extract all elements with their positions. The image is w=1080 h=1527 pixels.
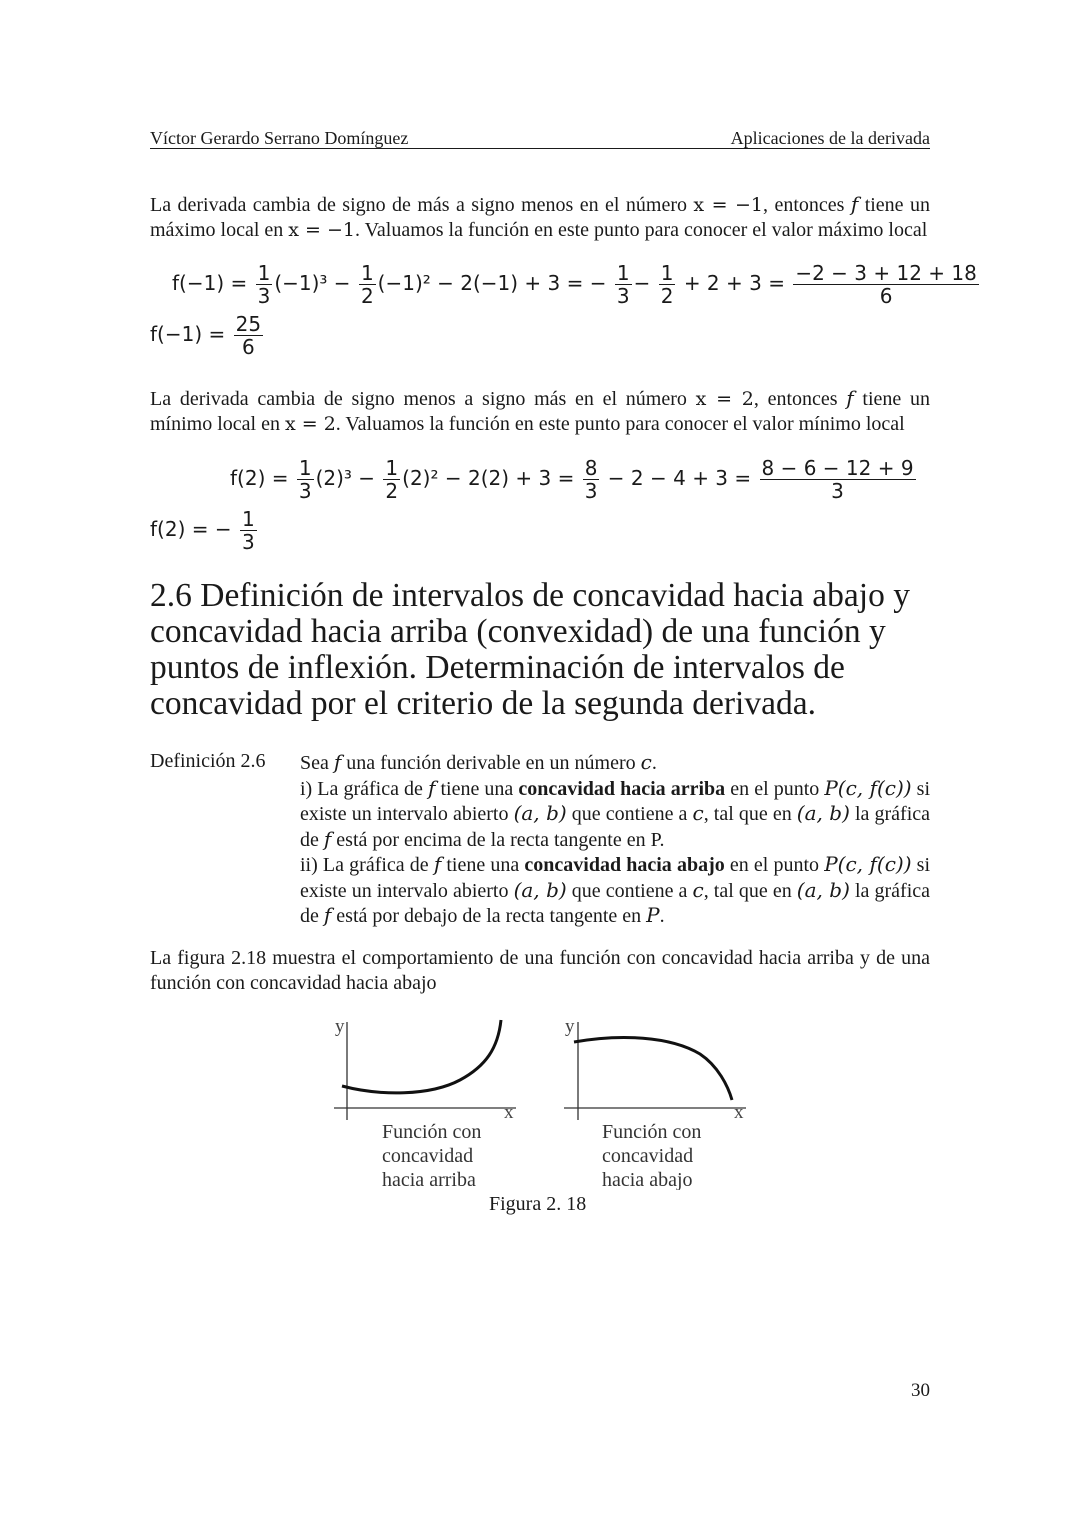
x-axis-label: x [734, 1102, 744, 1123]
graph-concave-up [334, 1016, 516, 1123]
definition-body [300, 750, 930, 929]
graph-concave-down [564, 1016, 746, 1123]
caption-concave-down: Función con concavidad hacia abajo [602, 1121, 702, 1190]
equation-f-2: f(2) = $\frac{1}{3}$ (2)³ − $\frac{1}{2}$ (2)² − 2(2) + 3 = $\frac{8}{3}$ − 2 − 4 + 3 = $\frac{8 - 6 - 12 + 9}{3}$ [230, 456, 914, 503]
equation-f-2-result: f(2) = − $\frac{1}{3}$ [150, 507, 255, 554]
section-title: 2.6 Definición de intervalos de concavidad hacia abajo y concavidad hacia arriba (convexidad) de una función y puntos de inflexión. Determinación de intervalos de concavidad por el criterio de la segunda derivada. [150, 577, 910, 722]
definition-item-ii: ii) La gráfica de f tiene una concavidad hacia abajo en el punto P(c, f(c)) si existe un intervalo abierto (a, b) que contiene a c, tal que en (a, b) la gráfica de f está por debajo de la recta tangente en P. [300, 852, 931, 927]
definition-intro: Sea f una función derivable en un número c. [300, 750, 657, 774]
header-rule [150, 148, 930, 149]
figure-2-18 [320, 1010, 780, 1190]
caption-concave-up: Función con concavidad hacia arriba [382, 1121, 482, 1190]
paragraph-min: La derivada cambia de signo menos a signo más en el número x = 2, entonces f tiene un mínimo local en x = 2. Valuamos la función en este punto para conocer el valor mínimo local [150, 386, 930, 435]
paragraph-max: La derivada cambia de signo de más a signo menos en el número x = −1, entonces f tiene un máximo local en x = −1. Valuamos la función en este punto para conocer el valor máximo local [150, 192, 930, 241]
y-axis-label: y [565, 1016, 575, 1037]
definition-item-i: i) La gráfica de f tiene una concavidad hacia arriba en el punto P(c, f(c)) si existe un intervalo abierto (a, b) que contiene a c, tal que en (a, b) la gráfica de f está por encima de la recta tangente en P. [300, 775, 931, 851]
page-number: 30 [911, 1380, 930, 1401]
paragraph-figure-ref: La figura 2.18 muestra el comportamiento de una función con concavidad hacia arriba y de una función con concavidad hacia abajo [150, 947, 930, 994]
curve-concave-up [342, 1020, 501, 1093]
running-header-chapter: Aplicaciones de la derivada [730, 128, 930, 148]
equation-f-minus1-result: f(−1) = $\frac{25}{6}$ [150, 312, 262, 359]
running-header-author: Víctor Gerardo Serrano Domínguez [150, 128, 409, 148]
figure-caption: Figura 2. 18 [489, 1193, 587, 1215]
x-axis-label: x [504, 1102, 514, 1123]
y-axis-label: y [335, 1016, 345, 1037]
equation-f-minus1: f(−1) = $\frac{1}{3}$ (−1)³ − $\frac{1}{2}$ (−1)² − 2(−1) + 3 = − $\frac{1}{3}$ − $\frac{1}{2}$ + 2 + 3 = $\frac{-2 - 3 + 12 + 18}{6}$ [172, 261, 977, 308]
definition-label: Definición 2.6 [150, 750, 266, 772]
curve-concave-down [574, 1038, 732, 1100]
